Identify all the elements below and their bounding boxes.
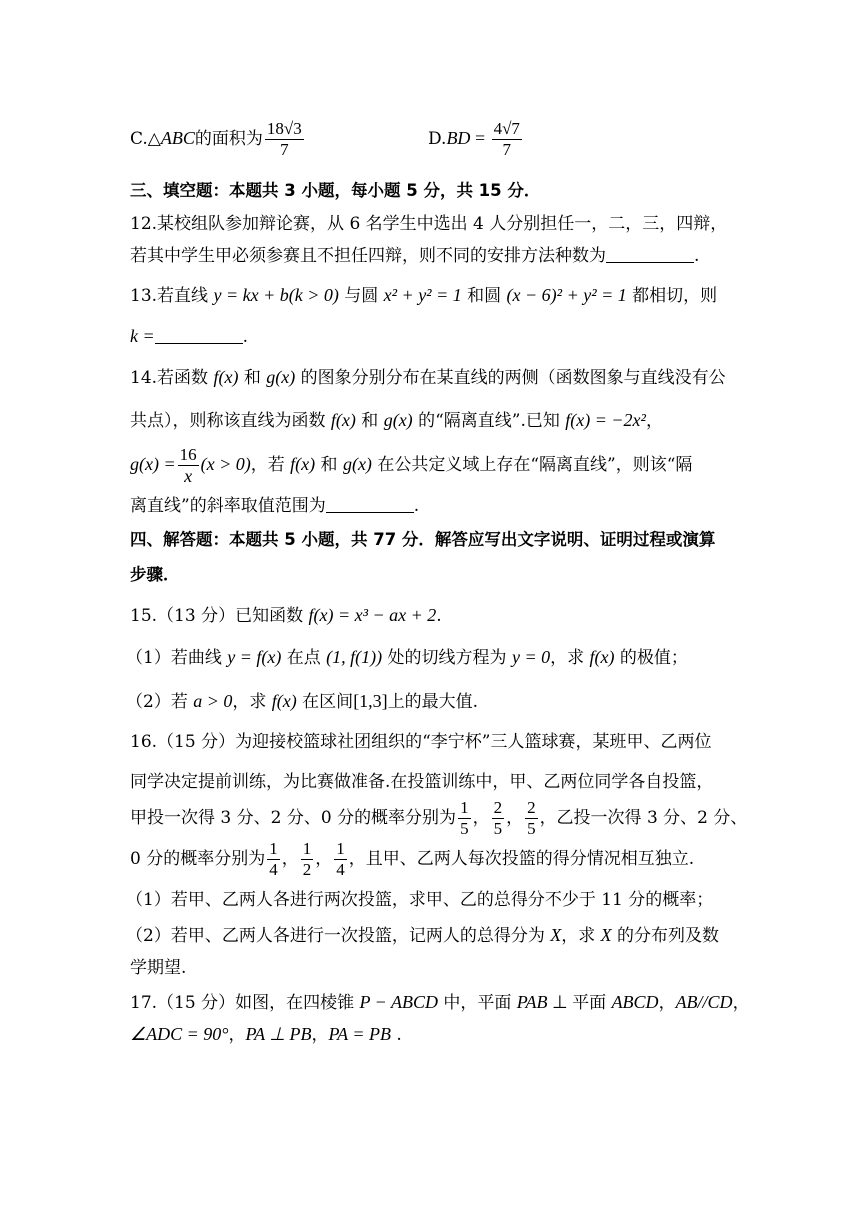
q14-g: g(x)	[266, 367, 296, 387]
q14-g-condition: (x > 0)	[200, 454, 251, 474]
option-d-eq: =	[470, 128, 490, 148]
q16-x: X	[550, 925, 562, 945]
q15-p1-a: （1）若曲线	[126, 648, 228, 668]
q15-p2-d: 上的最大值.	[387, 692, 479, 712]
option-c-text: 的面积为	[194, 129, 263, 149]
q16-text-c: 0 分的概率分别为	[130, 849, 266, 869]
q15-p2-f: f(x)	[271, 691, 297, 711]
q14-g-2: g(x)	[383, 410, 413, 430]
q16-p-jia-3	[525, 798, 538, 839]
q16-p2-b: ，求	[561, 926, 601, 946]
q16-part-2-line-2: 学期望.	[130, 958, 187, 978]
option-c-denominator: 7	[280, 140, 289, 159]
q17-comma-1: ，	[658, 993, 676, 1013]
q16-p-yi-2-den: 2	[302, 860, 312, 879]
q16-line-2: 同学决定提前训练，为比赛做准备.在投篮训练中，甲、乙两位同学各自投篮，	[130, 772, 714, 792]
q14-and-3: 和	[315, 455, 343, 475]
q16-sep: ，	[472, 808, 490, 828]
q16-sep: ，	[315, 849, 333, 869]
q14-text-e: ，若	[250, 455, 291, 475]
q17-pa-perp-pb: PA ⊥ PB	[245, 1024, 312, 1044]
q12-line-2	[130, 245, 699, 267]
q14-end: .	[413, 496, 420, 516]
q13-circle-1: x² + y² = 1	[383, 285, 462, 305]
q12-text: 若其中学生甲必须参赛且不担任四辩，则不同的安排方法种数为	[130, 246, 606, 266]
q13-line-2	[130, 325, 248, 348]
q15-part-2	[126, 690, 478, 713]
q17-end: .	[390, 1025, 402, 1045]
q16-line-4	[130, 837, 694, 881]
q16-p-jia-2	[492, 798, 505, 839]
q16-line-3	[130, 796, 747, 840]
q14-text-g: 离直线”的斜率取值范围为	[130, 496, 326, 516]
q14-line-3	[130, 444, 692, 486]
q16-p-yi-2-num: 1	[302, 839, 312, 858]
q15-p1-point: (1, f(1))	[326, 647, 383, 667]
q13-text-a: 13.若直线	[130, 286, 214, 306]
q17-line-2	[130, 1023, 402, 1046]
q15-p2-condition: a > 0	[193, 691, 233, 711]
q17-comma-2: ，	[732, 993, 750, 1013]
q16-p-jia-1	[458, 798, 471, 839]
q16-line-1: 16.（15 分）为迎接校篮球社团组织的“李宁杯”三人篮球赛，某班甲、乙两位	[130, 732, 712, 752]
q16-p-yi-3	[334, 839, 347, 880]
q15-p2-a: （2）若	[126, 692, 194, 712]
q17-plane-pab: PAB	[516, 992, 548, 1012]
q15-intro-text: 15.（13 分）已知函数	[130, 606, 309, 626]
q13-line-1	[130, 284, 717, 307]
q16-p-jia-1-num: 1	[460, 798, 469, 817]
q15-p1-curve: y = f(x)	[227, 647, 282, 667]
q17-parallel: AB//CD	[675, 992, 733, 1012]
q16-sep: ，	[281, 849, 299, 869]
q13-line-equation: y = kx + b(k > 0)	[213, 285, 339, 305]
q14-text-d: 的“隔离直线”.已知	[412, 411, 566, 431]
q14-text-b: 的图象分别分布在某直线的两侧（函数图象与直线没有公	[295, 368, 726, 388]
q14-and: 和	[238, 368, 267, 388]
q15-p2-interval: [1,3]	[353, 691, 388, 711]
q16-sep: ，	[506, 808, 524, 828]
q15-p1-e: 的极值；	[614, 648, 688, 668]
q14-answer-blank	[326, 496, 414, 513]
q16-p-jia-2-num: 2	[493, 798, 503, 817]
section-4-heading-line-2: 步骤．	[130, 565, 180, 584]
option-d-numerator: 4√7	[493, 119, 520, 138]
q13-circle-2: (x − 6)² + y² = 1	[506, 285, 627, 305]
q14-g-denominator: x	[184, 466, 193, 486]
q15-intro-end: .	[436, 606, 442, 626]
q17-angle: ∠ADC = 90°	[130, 1024, 229, 1044]
q14-f-2: f(x)	[330, 410, 356, 430]
q17-text-a: 17.（15 分）如图，在四棱锥	[130, 993, 360, 1013]
q14-comma: ，	[645, 411, 663, 431]
option-d-fraction	[492, 119, 522, 160]
q13-end: .	[242, 327, 249, 347]
q13-text-d: 都相切，则	[626, 286, 718, 306]
q14-line-1	[130, 366, 726, 389]
q15-intro	[130, 604, 442, 627]
q16-p2-c: 的分布列及数	[611, 926, 720, 946]
q14-g-3: g(x)	[342, 454, 372, 474]
q16-part-1: （1）若甲、乙两人各进行两次投篮，求甲、乙的总得分不少于 11 分的概率；	[126, 890, 714, 910]
q14-g-fraction	[178, 445, 199, 486]
q16-p2-a: （2）若甲、乙两人各进行一次投篮，记两人的总得分为	[126, 926, 551, 946]
q17-pa-eq-pb: PA = PB	[328, 1024, 391, 1044]
q14-text-f: 在公共定义域上存在“隔离直线”，则该“隔	[371, 455, 693, 475]
q12-answer-blank	[606, 246, 694, 263]
q14-and-2: 和	[355, 411, 384, 431]
q15-p2-b: ，求	[232, 692, 272, 712]
q13-k: k =	[130, 326, 155, 346]
option-c-fraction	[265, 119, 304, 160]
q16-p-jia-2-den: 5	[493, 819, 503, 838]
q14-f-definition: f(x) = −2x²	[565, 410, 646, 430]
option-c-numerator: 18√3	[266, 119, 302, 138]
section-3-heading: 三、填空题：本题共 3 小题，每小题 5 分，共 15 分．	[130, 181, 541, 200]
q14-g-lhs: g(x) =	[130, 454, 176, 474]
q12-line-1: 12.某校组队参加辩论赛，从 6 名学生中选出 4 人分别担任一，二，三，四辩，	[130, 214, 728, 234]
q13-answer-blank	[155, 327, 243, 344]
q14-line-2	[130, 409, 663, 432]
q16-p-yi-1-den: 4	[269, 860, 278, 879]
q14-g-numerator: 16	[179, 445, 197, 464]
q14-text-c: 共点），则称该直线为函数	[130, 411, 331, 431]
q15-part-1	[126, 646, 688, 669]
q14-text-a: 14.若函数	[130, 368, 214, 388]
q15-f-definition: f(x) = x³ − ax + 2	[308, 605, 437, 625]
q15-p1-tangent: y = 0	[511, 647, 551, 667]
q17-comma-4: ，	[311, 1025, 329, 1045]
q16-text-b: ，乙投一次得 3 分、2 分、	[539, 808, 748, 828]
q17-text-b: 中，平面	[437, 993, 517, 1013]
q15-p2-c: 在区间	[296, 692, 354, 712]
q17-line-1	[130, 991, 750, 1014]
option-d-denominator: 7	[502, 140, 512, 159]
section-4-heading-line-1: 四、解答题：本题共 5 小题，共 77 分．解答应写出文字说明、证明过程或演算	[130, 530, 716, 549]
option-c-abc: ABC	[160, 128, 195, 148]
q16-text-a: 甲投一次得 3 分、2 分、0 分的概率分别为	[130, 808, 457, 828]
q16-x-2: X	[600, 925, 612, 945]
q16-p-jia-3-num: 2	[527, 798, 536, 817]
q17-plane-abcd: ABCD	[611, 992, 659, 1012]
q16-p-jia-1-den: 5	[460, 819, 469, 838]
q14-f-3: f(x)	[290, 454, 316, 474]
q17-pyramid: P − ABCD	[359, 992, 438, 1012]
q13-text-c: 和圆	[461, 286, 507, 306]
option-d-prefix: D.	[428, 129, 447, 149]
q13-text-b: 与圆	[338, 286, 384, 306]
option-c-prefix: C.△	[130, 129, 161, 149]
q16-p-jia-3-den: 5	[527, 819, 536, 838]
q17-perp: ⊥	[547, 992, 573, 1012]
q17-text-c: 平面	[572, 993, 612, 1013]
q15-p1-d: ，求	[550, 648, 590, 668]
q15-p1-c: 处的切线方程为	[382, 648, 512, 668]
option-d	[428, 118, 524, 160]
q17-comma-3: ，	[228, 1025, 246, 1045]
option-c	[130, 118, 306, 160]
q16-text-d: ，且甲、乙两人每次投篮的得分情况相互独立.	[348, 849, 695, 869]
q16-p-yi-1-num: 1	[269, 839, 278, 858]
option-d-var: BD	[446, 128, 471, 148]
q16-p-yi-3-num: 1	[336, 839, 345, 858]
q16-p-yi-2	[301, 839, 314, 880]
q14-line-4	[130, 495, 419, 517]
q16-part-2	[126, 924, 719, 947]
q14-f: f(x)	[213, 367, 239, 387]
q15-p1-f: f(x)	[589, 647, 615, 667]
q16-p-yi-1	[267, 839, 280, 880]
q12-end: .	[694, 246, 700, 266]
q15-p1-b: 在点	[281, 648, 327, 668]
q16-p-yi-3-den: 4	[336, 860, 345, 879]
